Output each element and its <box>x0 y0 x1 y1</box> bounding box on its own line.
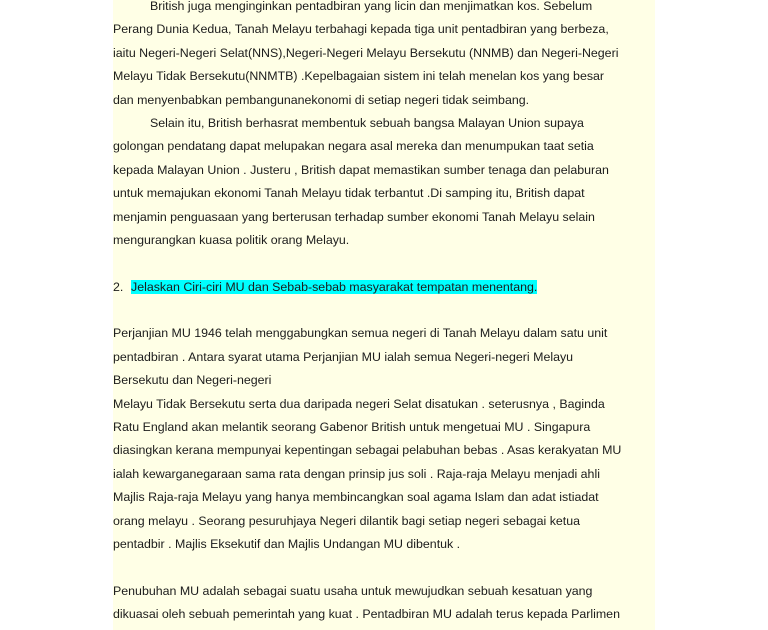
paragraph-line: Perang Dunia Kedua, Tanah Melayu terbahagi kepada tiga unit pentadbiran yang berbeza, <box>113 22 609 37</box>
paragraph-line: mengurangkan kuasa politik orang Melayu. <box>113 232 350 247</box>
question-heading <box>113 276 658 299</box>
highlighted-question: Jelaskan Ciri-ciri MU dan Sebab-sebab masyarakat tempatan menentang. <box>131 279 538 294</box>
paragraph-line: dikuasai oleh sebuah pemerintah yang kuat . Pentadbiran MU adalah terus kepada Parlimen <box>113 607 620 622</box>
paragraph-line: iaitu Negeri-Negeri Selat(NNS),Negeri-Negeri Melayu Bersekutu (NNMB) dan Negeri-Negeri <box>113 45 619 60</box>
paragraph-line: untuk memajukan ekonomi Tanah Melayu tidak terbantut .Di samping itu, British dapat <box>113 186 585 201</box>
paragraph-line: ialah kewarganegaraan sama rata dengan prinsip jus soli . Raja-raja Melayu menjadi ahli <box>113 466 600 481</box>
paragraph-line: pentadbir . Majlis Eksekutif dan Majlis Undangan MU dibentuk . <box>113 536 461 551</box>
paragraph-line: orang melayu . Seorang pesuruhjaya Negeri dilantik bagi setiap negeri sebagai ketua <box>113 513 581 528</box>
question-number: 2. <box>113 279 124 294</box>
paragraph-line: pentadbiran . Antara syarat utama Perjanjian MU ialah semua Negeri-negeri Melayu <box>113 349 574 364</box>
paragraph-line: kepada Malayan Union . Justeru , British dapat memastikan sumber tenaga dan pelaburan <box>113 162 609 177</box>
paragraph-line: Melayu Tidak Bersekutu(NNMTB) .Kepelbagaian sistem ini telah menelan kos yang besar <box>113 69 605 84</box>
paragraph-line: golongan pendatang dapat melupakan negara asal mereka dan menumpukan taat setia <box>113 139 594 154</box>
paragraph-line: menjamin penguasaan yang berterusan terhadap sumber ekonomi Tanah Melayu selain <box>113 209 595 224</box>
paragraph-line: dan menyenbabkan pembangunanekonomi di setiap negeri tidak seimbang. <box>113 92 530 107</box>
document-body <box>113 0 658 627</box>
paragraph-line: Majlis Raja-raja Melayu yang hanya membincangkan soal agama Islam dan adat istiadat <box>113 490 599 505</box>
paragraph-line: Bersekutu dan Negeri-negeri <box>113 373 272 388</box>
paragraph-line: Ratu England akan melantik seorang Gabenor British untuk mengetuai MU . Singapura <box>113 420 591 435</box>
blank-line <box>113 299 658 322</box>
paragraph-line: diasingkan kerana mempunyai kepentingan sebagai pelabuhan bebas . Asas kerakyatan MU <box>113 443 622 458</box>
paragraph-line: Selain itu, British berhasrat membentuk sebuah bangsa Malayan Union supaya <box>150 115 584 130</box>
paragraph-line: Perjanjian MU 1946 telah menggabungkan semua negeri di Tanah Melayu dalam satu unit <box>113 326 608 341</box>
paragraph-line: Penubuhan MU adalah sebagai suatu usaha untuk mewujudkan sebuah kesatuan yang <box>113 583 593 598</box>
paragraph-line: Melayu Tidak Bersekutu serta dua daripada negeri Selat disatukan . seterusnya , Baginda <box>113 396 605 411</box>
blank-line <box>113 252 658 275</box>
paragraph-line: British juga menginginkan pentadbiran yang licin dan menjimatkan kos. Sebelum <box>150 0 593 13</box>
blank-line <box>113 556 658 579</box>
